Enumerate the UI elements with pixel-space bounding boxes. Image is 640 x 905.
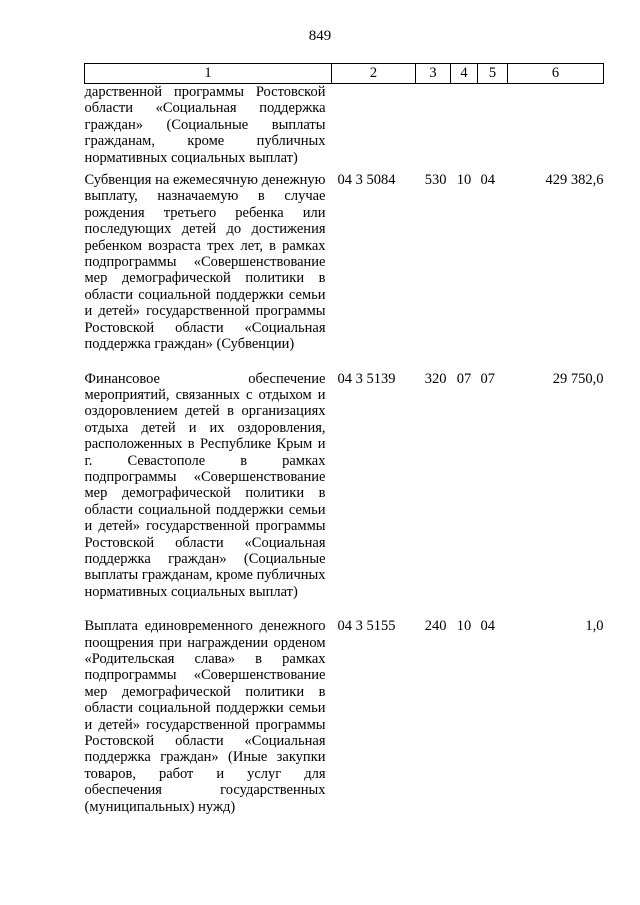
row-subsection: 07 — [480, 370, 495, 387]
row-expense-type: 530 — [424, 172, 447, 189]
row-target-code: 04 3 5084 — [337, 172, 396, 189]
row-section: 10 — [456, 172, 472, 189]
row-description: Субвенция на ежемесячную денежную выплату, назначаемую в случае рождения третьего ребенка или последующих детей до достижения ребенком возраста трех лет, в рамках подпрограммы «Совершенствование мер демографической политики в области социальной поддержки семьи и детей» государственной программы Ростовской области «Социальная поддержка граждан» (Субвенции) — [84, 172, 326, 353]
column-header: 2 — [332, 64, 416, 84]
row-amount: 1,0 — [585, 618, 604, 635]
row-expense-type: 320 — [424, 370, 447, 387]
row-description: Финансовое обеспечение мероприятий, связанных с отдыхом и оздоровлением детей в организациях отдыха детей и их оздоровления, расположенных в Республике Крым и г. Севастополе в рамках подпрограммы «Совершенствование мер демографической политики в области социальной поддержки семьи и детей» государственной программы Ростовской области «Социальная поддержка граждан» (Социальные выплаты гражданам, кроме публичных нормативных социальных выплат) — [84, 370, 326, 600]
table-row — [85, 365, 604, 613]
column-header: 3 — [416, 64, 451, 84]
row-amount: 29 750,0 — [552, 370, 604, 387]
row-description: Выплата единовременного денежного поощрения при награждении орденом «Родительская слава» в рамках подпрограммы «Совершенствование мер демографической политики в области социальной поддержки семьи и детей» государственной программы Ростовской области «Социальная поддержка граждан» (Иные закупки товаров, работ и услуг для обеспечения государственных (муниципальных) нужд) — [84, 618, 326, 815]
row-section: 10 — [456, 618, 472, 635]
row-section: 07 — [456, 370, 472, 387]
row-target-code: 04 3 5139 — [337, 370, 396, 387]
table-row — [85, 612, 604, 827]
budget-table — [84, 63, 604, 827]
row-amount — [508, 84, 604, 167]
row-amount: 429 382,6 — [545, 172, 604, 189]
page-number: 849 — [308, 28, 332, 44]
column-header: 4 — [451, 64, 478, 84]
row-target-code — [332, 84, 416, 167]
row-subsection — [478, 84, 508, 167]
column-header: 1 — [85, 64, 332, 84]
column-header: 5 — [478, 64, 508, 84]
row-subsection: 04 — [480, 172, 495, 189]
row-section — [451, 84, 478, 167]
row-subsection: 04 — [480, 618, 495, 635]
column-header: 6 — [508, 64, 604, 84]
table-row — [85, 84, 604, 167]
row-expense-type: 240 — [424, 618, 447, 635]
row-expense-type — [416, 84, 451, 167]
table-header-row — [85, 64, 604, 84]
table-row — [85, 166, 604, 364]
row-target-code: 04 3 5155 — [337, 618, 396, 635]
row-description: дарственной программы Ростовской области «Социальная поддержка граждан» (Социальные выплаты гражданам, кроме публичных нормативных социальных выплат) — [84, 84, 326, 166]
